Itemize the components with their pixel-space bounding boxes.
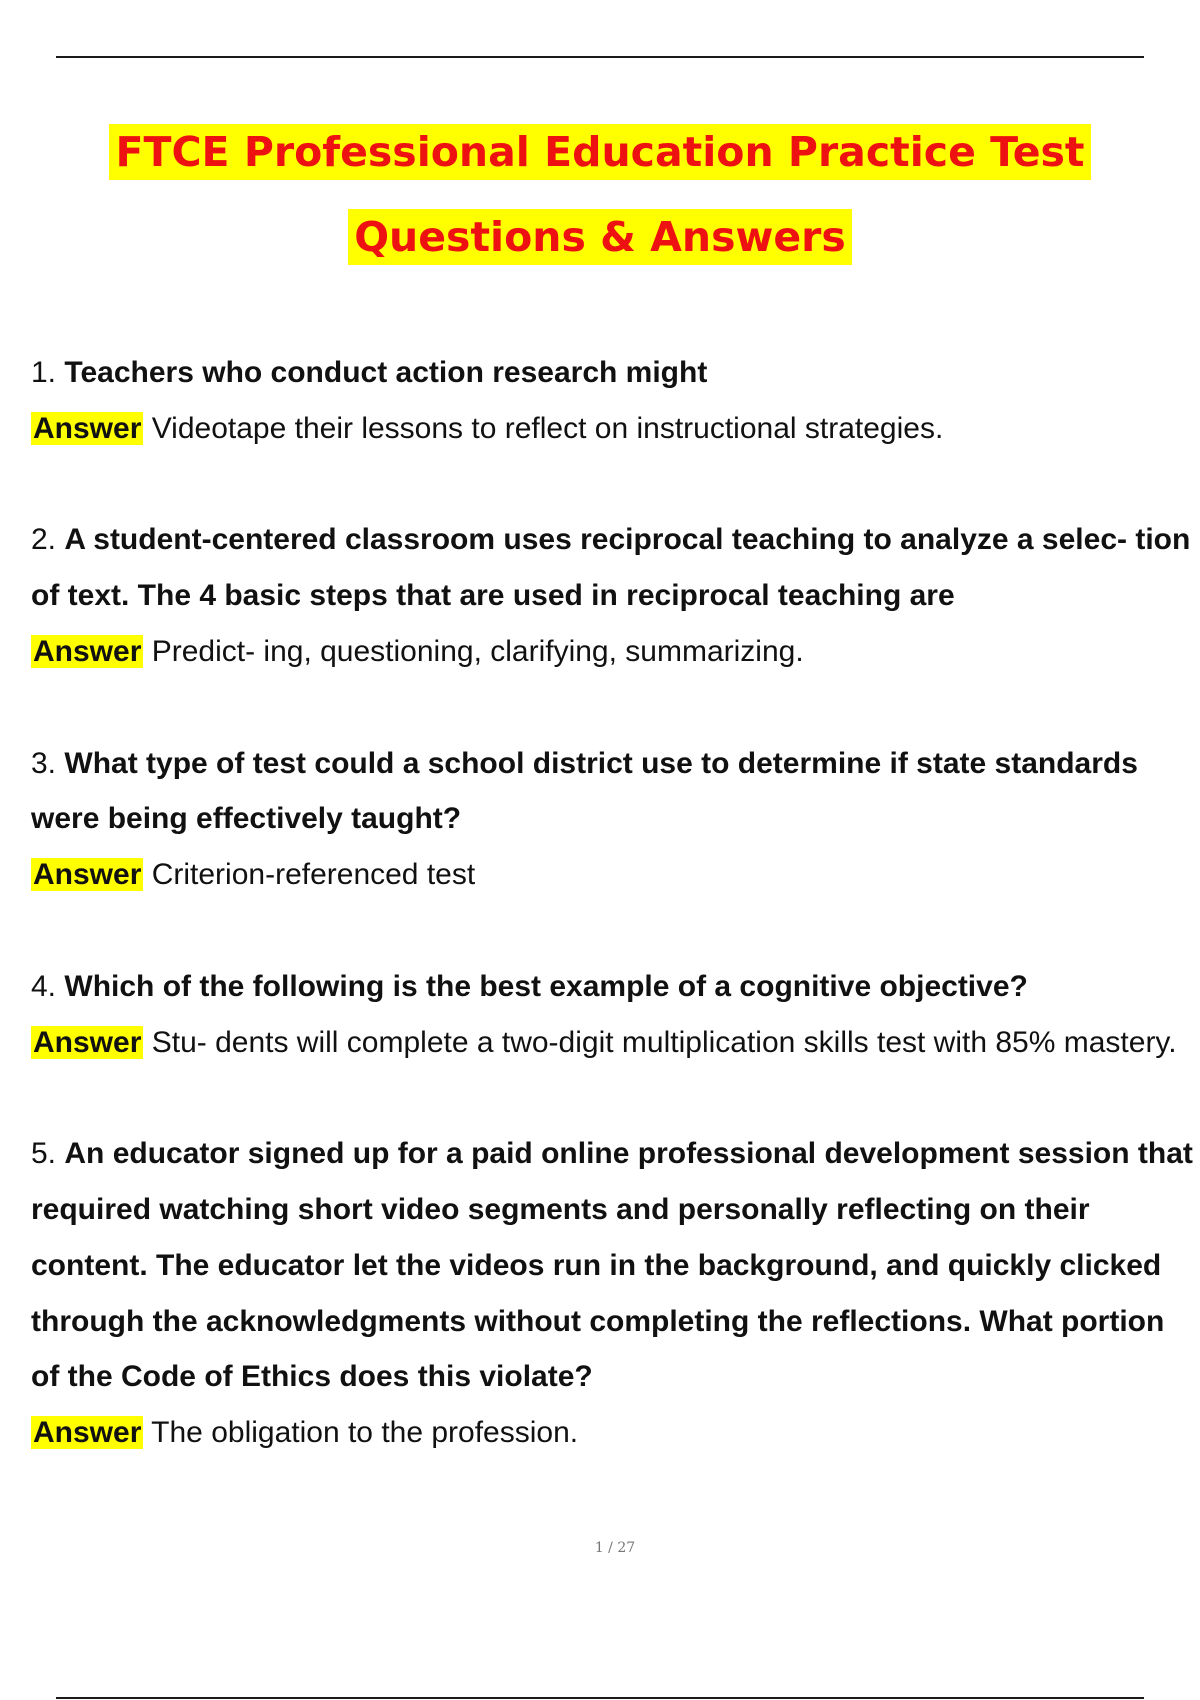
question-number: 5. (31, 1137, 57, 1171)
answer-text: Predict- ing, questioning, clarifying, summarizing. (151, 634, 804, 668)
document-title (0, 110, 1200, 280)
answer-row (31, 1015, 1200, 1071)
answer-text: Stu- dents will complete a two-digit multiplication skills test with 85% mastery. (151, 1025, 1177, 1059)
question-text: What type of test could a school district use to determine if state standards were being effectively taught? (31, 746, 1138, 836)
answer-row (31, 401, 1200, 457)
qa-item-4 (31, 959, 1200, 1071)
answer-text: Videotape their lessons to reflect on instructional strategies. (151, 411, 944, 445)
qa-item-1 (31, 345, 1200, 457)
answer-text: Criterion-referenced test (151, 858, 476, 892)
answer-row (31, 624, 1200, 680)
answer-row (31, 1405, 1200, 1461)
qa-list (31, 345, 1200, 1517)
answer-row (31, 847, 1200, 903)
answer-label: Answer (33, 1025, 142, 1059)
qa-item-2 (31, 512, 1200, 679)
question-text: Which of the following is the best example of a cognitive objective? (64, 969, 1028, 1003)
question-text: Teachers who conduct action research might (64, 356, 708, 389)
answer-label: Answer (33, 634, 142, 668)
question-number: 4. (31, 969, 57, 1003)
question-number: 1. (31, 356, 57, 389)
top-rule (56, 56, 1144, 58)
title-line-1: FTCE Professional Education Practice Test (0, 110, 1200, 195)
answer-text: The obligation to the profession. (151, 1416, 579, 1450)
question-number: 3. (31, 746, 57, 780)
answer-label: Answer (33, 1416, 142, 1450)
answer-label: Answer (33, 858, 142, 892)
question-text: A student-centered classroom uses reciprocal teaching to analyze a selec- tion of text. The 4 basic steps that are used in reciprocal teaching are (31, 523, 1191, 613)
qa-item-3 (31, 736, 1200, 903)
page-number: 1 / 27 (594, 1540, 636, 1556)
title-line-2: Questions & Answers (0, 195, 1200, 280)
qa-item-5 (31, 1126, 1200, 1461)
question-number: 2. (31, 523, 57, 557)
question-text: An educator signed up for a paid online professional development session that required watching short video segments and personally reflecting on their content. The educator let the videos run in the background, and quickly clicked through the acknowledgments without completing the reflections. What portion of the Code of Ethics does this violate? (31, 1137, 1193, 1394)
bottom-rule (56, 1697, 1144, 1699)
answer-label: Answer (33, 411, 142, 445)
